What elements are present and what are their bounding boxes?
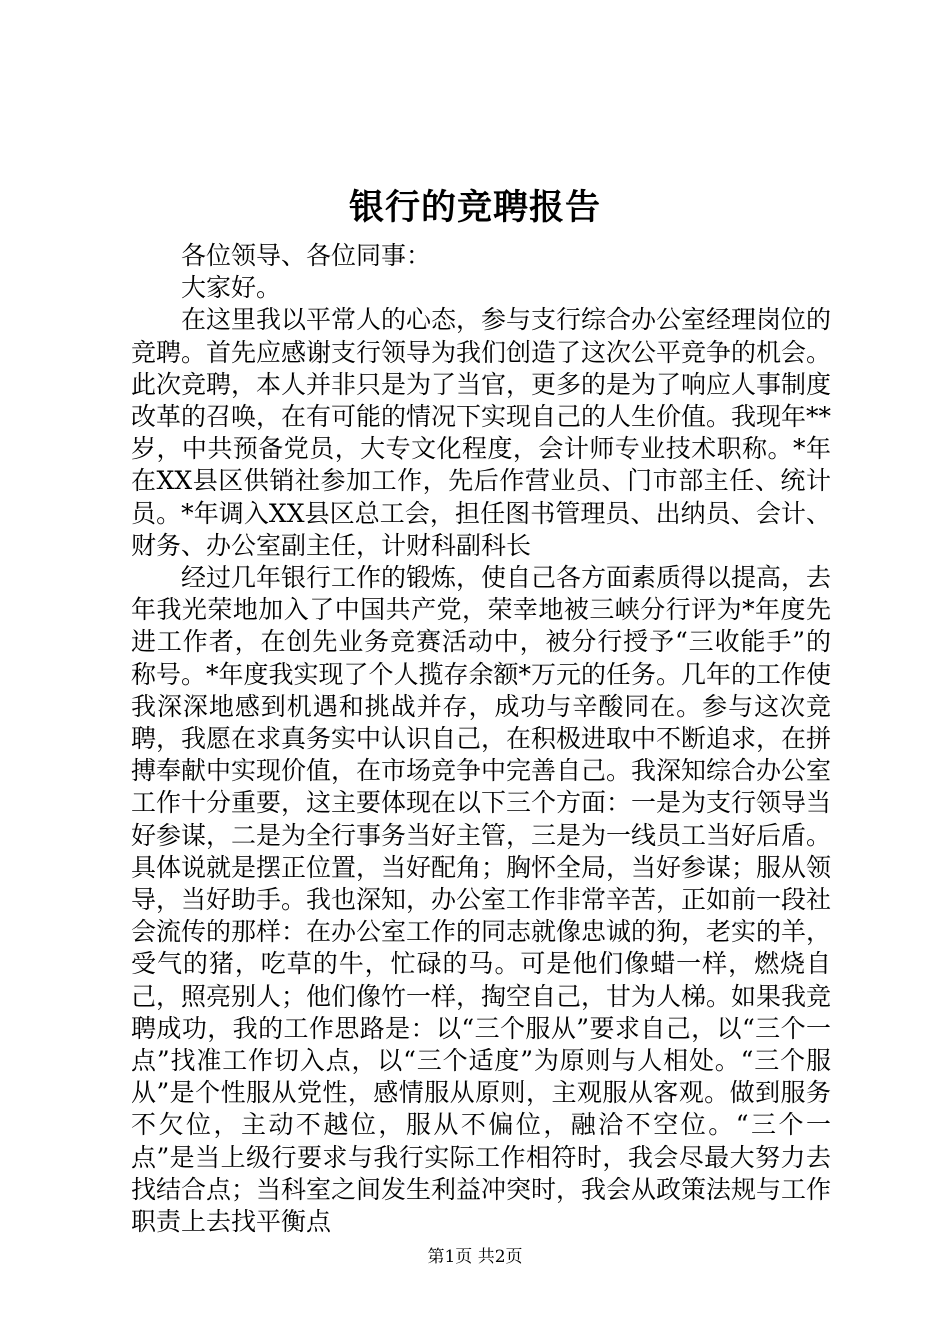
page-number-footer: 第1页 共2页 xyxy=(427,1247,523,1267)
body-paragraph-1: 在这里我以平常人的心态，参与支行综合办公室经理岗位的竞聘。首先应感谢支行领导为我们创造了这次公平竞争的机会。此次竞聘，本人并非只是为了当官，更多的是为了响应人事制度改革的召唤，在有可能的情况下实现自己的人生价值。我现年**岁，中共预备党员，大专文化程度，会计师专业技术职称。*年在XX县区供销社参加工作，先后作营业员、门市部主任、统计员。*年调入XX县区总工会，担任图书管理员、出纳员、会计、财务、办公室副主任，计财科副科长 xyxy=(131,305,832,560)
salutation-line: 大家好。 xyxy=(181,273,282,303)
document-body xyxy=(131,240,831,1238)
document-title: 银行的竞聘报告 xyxy=(348,187,601,228)
greeting-line: 各位领导、各位同事： xyxy=(181,241,432,270)
body-paragraph-2: 经过几年银行工作的锻炼，使自己各方面素质得以提高，去年我光荣地加入了中国共产党，荣幸地被三峡分行评为*年度先进工作者，在创先业务竞赛活动中，被分行授予“三收能手”的称号。*年度我实现了个人揽存余额*万元的任务。几年的工作使我深深地感到机遇和挑战并存，成功与辛酸同在。参与这次竞聘，我愿在求真务实中认识自己，在积极进取中不断追求，在拼搏奉献中实现价值，在市场竞争中完善自己。我深知综合办公室工作十分重要，这主要体现在以下三个方面：一是为支行领导当好参谋，二是为全行事务当好主管，三是为一线员工当好后盾。具体说就是摆正位置，当好配角；胸怀全局，当好参谋；服从领导，当好助手。我也深知，办公室工作非常辛苦，正如前一段社会流传的那样：在办公室工作的同志就像忠诚的狗，老实的羊，受气的猪，吃草的牛，忙碌的马。可是他们像蜡一样，燃烧自己，照亮别人；他们像竹一样，掏空自己，甘为人梯。如果我竞聘成功，我的工作思路是：以“三个服从”要求自己，以“三个一点”找准工作切入点，以“三个适度”为原则与人相处。“三个服从”是个性服从党性，感情服从原则，主观服从客观。做到服务不欠位，主动不越位，服从不偏位，融洽不空位。“三个一点”是当上级行要求与我行实际工作相符时，我会尽最大努力去找结合点；当科室之间发生利益冲突时，我会从政策法规与工作职责上去找平衡点 xyxy=(131,563,832,1237)
